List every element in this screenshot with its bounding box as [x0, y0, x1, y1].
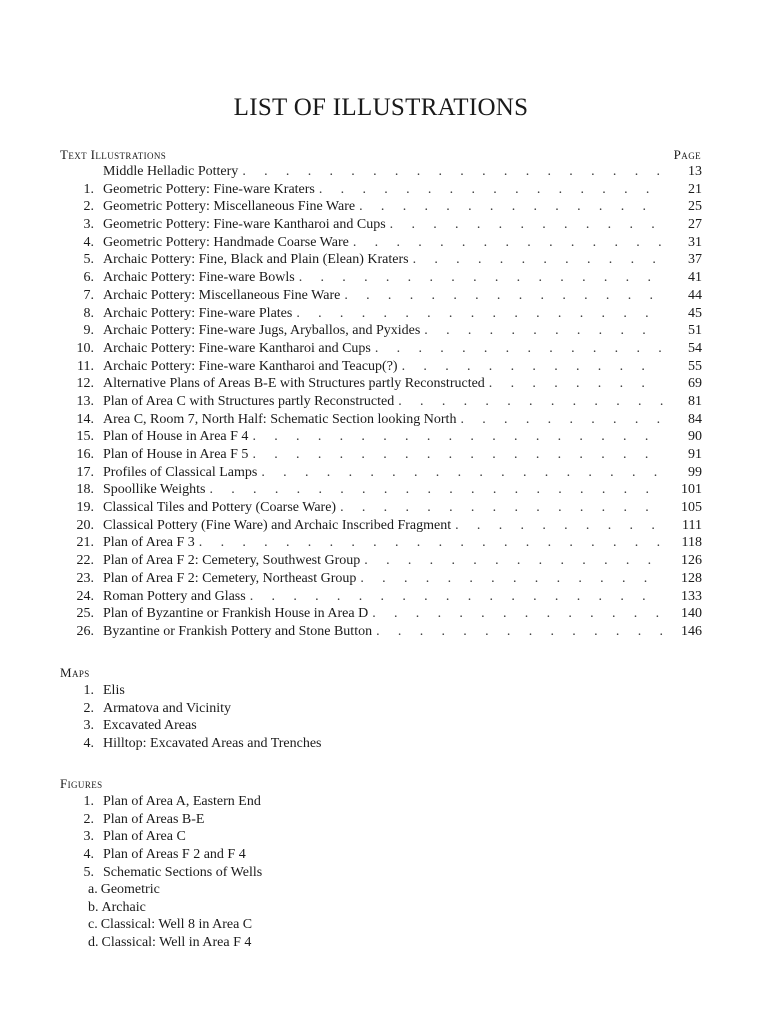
item-number: 1. — [83, 181, 94, 197]
item-title: Elis — [103, 683, 125, 698]
item-title: Schematic Sections of Wells — [103, 864, 263, 880]
item-title: Classical Tiles and Pottery (Coarse Ware) — [103, 500, 337, 516]
item-title: Archaic Pottery: Fine-ware Jugs, Aryballos, and Pyxides — [103, 323, 421, 339]
list-item — [60, 181, 702, 199]
dot-leader — [398, 393, 664, 411]
list-item — [60, 864, 702, 882]
list-item — [60, 717, 702, 735]
dot-leader — [261, 464, 664, 482]
item-number: 4. — [83, 847, 94, 863]
dot-leader — [359, 198, 664, 216]
list-item — [60, 570, 702, 588]
item-number: 1. — [83, 794, 94, 809]
list-item — [60, 340, 702, 358]
item-page: 126 — [681, 553, 702, 569]
dot-leader — [489, 375, 664, 393]
item-page: 21 — [688, 181, 702, 197]
list-item — [60, 499, 702, 517]
dot-leader — [319, 181, 664, 199]
item-number: 3. — [83, 829, 94, 845]
dot-leader — [402, 358, 664, 376]
item-page: 31 — [688, 234, 702, 250]
item-title: Plan of Area A, Eastern End — [103, 794, 261, 809]
item-page: 99 — [688, 464, 702, 480]
item-number: 11. — [77, 358, 94, 374]
item-title: Plan of Area F 2: Cemetery, Northeast Group — [103, 570, 357, 586]
dot-leader — [376, 623, 664, 641]
dot-leader — [455, 517, 664, 535]
item-number: 12. — [76, 376, 94, 392]
list-item — [60, 269, 702, 287]
item-title: Spoollike Weights — [103, 482, 206, 498]
item-page: 37 — [688, 252, 702, 268]
item-title: Plan of Byzantine or Frankish House in Area D — [103, 606, 369, 622]
list-item — [60, 552, 702, 570]
item-title: Profiles of Classical Lamps — [103, 464, 258, 480]
subitem-letter: b. — [88, 899, 99, 915]
item-number: 15. — [76, 429, 94, 445]
list-item — [60, 428, 702, 446]
item-title: Archaic Pottery: Fine-ware Kantharoi and Teacup(?) — [103, 358, 398, 374]
list-item — [60, 446, 702, 464]
item-page: 90 — [688, 429, 702, 445]
list-item — [60, 198, 702, 216]
list-item — [60, 358, 702, 376]
item-title: Area C, Room 7, North Half: Schematic Section looking North — [103, 411, 457, 427]
item-title: Plan of Area C — [103, 829, 186, 845]
item-page: 91 — [688, 447, 702, 462]
dot-leader — [424, 322, 664, 340]
item-title: Excavated Areas — [103, 718, 197, 734]
item-number: 10. — [76, 340, 94, 356]
list-subitem — [60, 881, 702, 899]
dot-leader — [353, 234, 664, 252]
list-subitem — [60, 916, 702, 934]
item-title: Plan of House in Area F 4 — [103, 429, 249, 445]
item-number: 4. — [83, 736, 94, 752]
list-item — [60, 305, 702, 323]
item-page: 27 — [688, 217, 702, 233]
dot-leader — [360, 570, 664, 588]
item-page: 51 — [688, 323, 702, 339]
list-item — [60, 828, 702, 846]
list-item — [60, 811, 702, 829]
dot-leader — [209, 481, 664, 499]
item-title: Archaic Pottery: Fine-ware Plates — [103, 305, 293, 321]
item-number: 25. — [76, 606, 94, 622]
list-item — [60, 464, 702, 482]
list-item — [60, 682, 702, 700]
item-title: Classical Pottery (Fine Ware) and Archaic Inscribed Fragment — [103, 517, 452, 533]
item-number: 2. — [83, 811, 94, 827]
list-item — [60, 534, 702, 552]
item-number: 21. — [76, 535, 94, 551]
list-item — [60, 375, 702, 393]
item-title: Plan of Areas F 2 and F 4 — [103, 847, 246, 863]
figures-list — [60, 793, 702, 881]
item-page: 140 — [681, 606, 702, 622]
dot-leader — [296, 305, 664, 323]
item-title: Archaic Pottery: Fine, Black and Plain (Elean) Kraters — [103, 252, 409, 268]
item-number: 14. — [76, 411, 94, 427]
item-number: 3. — [83, 217, 94, 233]
item-title: Plan of Area F 2: Cemetery, Southwest Group — [103, 553, 361, 569]
item-number: 4. — [83, 234, 94, 250]
list-item — [60, 411, 702, 429]
item-number: 26. — [76, 623, 94, 639]
list-item — [60, 251, 702, 269]
item-number: 7. — [83, 287, 94, 303]
item-title: Geometric Pottery: Fine-ware Kraters — [103, 181, 315, 197]
item-number: 5. — [83, 252, 94, 268]
item-page: 81 — [688, 393, 702, 409]
list-item — [60, 735, 702, 753]
subitem-title: Archaic — [101, 899, 146, 915]
item-page: 105 — [681, 500, 702, 516]
item-number: 6. — [83, 270, 94, 286]
item-page: 69 — [688, 376, 702, 392]
dot-leader — [372, 605, 664, 623]
item-page: 41 — [688, 270, 702, 286]
item-number: 16. — [76, 447, 94, 462]
item-number: 8. — [83, 305, 94, 321]
item-title: Geometric Pottery: Fine-ware Kantharoi and Cups — [103, 217, 386, 233]
dot-leader — [344, 287, 664, 305]
item-page: 55 — [688, 358, 702, 374]
item-page: 54 — [688, 340, 702, 356]
item-page: 128 — [681, 570, 702, 586]
list-item — [60, 846, 702, 864]
item-page: 146 — [681, 623, 702, 639]
dot-leader — [250, 588, 664, 606]
item-page: 45 — [688, 305, 702, 321]
dot-leader — [375, 340, 664, 358]
item-title: Plan of House in Area F 5 — [103, 447, 249, 462]
item-title: Geometric Pottery: Handmade Coarse Ware — [103, 234, 349, 250]
item-number: 5. — [83, 864, 94, 880]
page-column-heading: Page — [673, 147, 701, 162]
item-title: Plan of Areas B-E — [103, 811, 205, 827]
figures-sublist — [60, 881, 702, 952]
dot-leader — [340, 499, 664, 517]
item-number: 20. — [76, 517, 94, 533]
item-page: 84 — [688, 411, 702, 427]
list-item — [60, 481, 702, 499]
item-number: 1. — [83, 683, 94, 698]
subitem-title: Geometric — [100, 882, 160, 897]
dot-leader — [199, 534, 664, 552]
list-item — [60, 234, 702, 252]
item-page: 133 — [681, 588, 702, 604]
item-page: 25 — [688, 199, 702, 215]
item-number: 2. — [83, 199, 94, 215]
item-number: 17. — [76, 464, 94, 480]
list-item — [60, 216, 702, 234]
dot-leader — [390, 216, 664, 234]
list-item — [60, 588, 702, 606]
item-title: Middle Helladic Pottery — [103, 164, 239, 179]
list-item — [60, 605, 702, 623]
item-title: Byzantine or Frankish Pottery and Stone Button — [103, 623, 373, 639]
dot-leader — [299, 269, 664, 287]
maps-list — [60, 682, 702, 753]
list-item — [60, 287, 702, 305]
item-title: Plan of Area C with Structures partly Reconstructed — [103, 393, 395, 409]
maps-heading: Maps — [60, 665, 90, 680]
item-number: 23. — [76, 570, 94, 586]
item-page: 13 — [688, 164, 702, 179]
item-page: 101 — [681, 482, 702, 498]
text-illustrations-list — [60, 163, 702, 641]
item-number: 22. — [76, 553, 94, 569]
list-item — [60, 623, 702, 641]
subitem-title: Classical: Well in Area F 4 — [101, 935, 252, 951]
item-page: 44 — [688, 287, 702, 303]
dot-leader — [364, 552, 664, 570]
page-title: LIST OF ILLUSTRATIONS — [233, 94, 529, 121]
list-item — [60, 393, 702, 411]
figures-heading: Figures — [60, 776, 103, 791]
subitem-letter: c. — [88, 917, 98, 933]
item-title: Archaic Pottery: Fine-ware Kantharoi and Cups — [103, 340, 371, 356]
subitem-letter: d. — [88, 935, 99, 951]
item-number: 9. — [83, 323, 94, 339]
item-title: Plan of Area F 3 — [103, 535, 195, 551]
item-title: Roman Pottery and Glass — [103, 588, 246, 604]
dot-leader — [460, 411, 664, 429]
dot-leader — [413, 251, 664, 269]
item-title: Alternative Plans of Areas B-E with Structures partly Reconstructed — [103, 376, 485, 392]
subitem-letter: a. — [88, 882, 98, 897]
item-number: 13. — [76, 393, 94, 409]
item-title: Archaic Pottery: Fine-ware Bowls — [103, 270, 295, 286]
item-number: 2. — [83, 700, 94, 716]
list-item — [60, 517, 702, 535]
item-number: 3. — [83, 718, 94, 734]
list-item — [60, 163, 702, 181]
list-item — [60, 700, 702, 718]
list-subitem — [60, 934, 702, 952]
text-illustrations-heading: Text Illustrations — [60, 147, 167, 162]
list-item — [60, 322, 702, 340]
item-number: 19. — [76, 500, 94, 516]
item-title: Hilltop: Excavated Areas and Trenches — [103, 736, 322, 752]
list-item — [60, 793, 702, 811]
item-page: 111 — [682, 517, 702, 533]
dot-leader — [242, 163, 664, 181]
item-page: 118 — [681, 535, 702, 551]
item-title: Geometric Pottery: Miscellaneous Fine Ware — [103, 199, 356, 215]
item-number: 24. — [76, 588, 94, 604]
list-subitem — [60, 899, 702, 917]
item-title: Archaic Pottery: Miscellaneous Fine Ware — [103, 287, 341, 303]
dot-leader — [252, 428, 664, 446]
item-title: Armatova and Vicinity — [103, 700, 231, 716]
subitem-title: Classical: Well 8 in Area C — [100, 917, 253, 933]
item-number: 18. — [76, 482, 94, 498]
dot-leader — [252, 446, 664, 464]
